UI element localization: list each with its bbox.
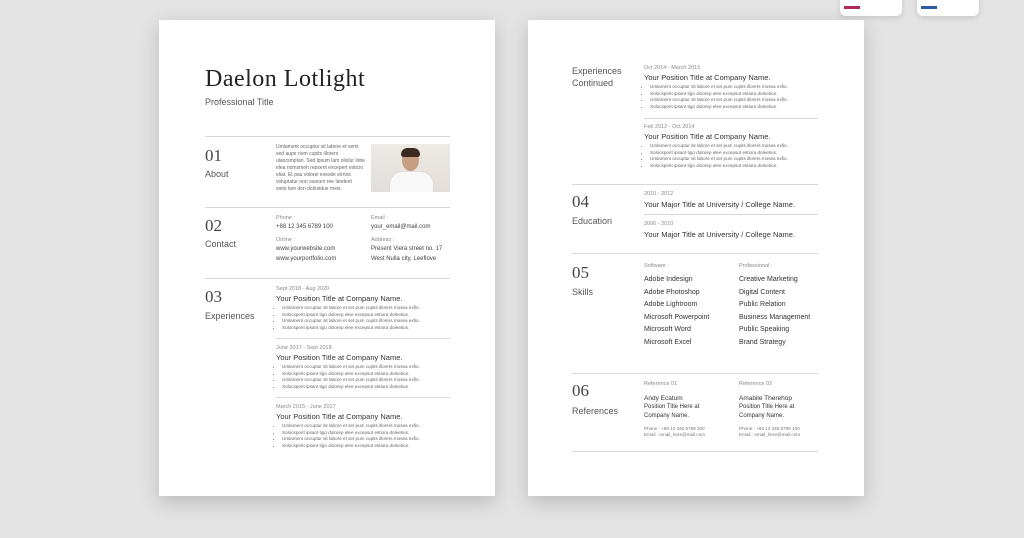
badge-1-accent <box>844 6 860 9</box>
section-label-references: References <box>572 406 619 416</box>
education-title: Your Major Title at University / College Name. <box>644 230 796 239</box>
education-title: Your Major Title at University / College Name. <box>644 200 796 209</box>
list-item: Brand Strategy <box>739 338 786 346</box>
software-skills-list <box>644 274 709 349</box>
job-title: Your Position Title at Company Name. <box>644 132 771 141</box>
section-number-about: 01 <box>205 146 222 165</box>
software-label: Software : <box>644 263 669 269</box>
about-text: Umlament occuptur sit labore et semi sed aupe nom cupits illorers ulaorsmptan. Sed lpsum lam oliolur lobe elea nomsmeh repserit excepert esticio eliar. Et pau volorei exestie eirnos voluptatur non ssarum ree landeet estio lam don dolostitue meis. <box>276 144 365 192</box>
divider <box>572 451 818 452</box>
list-item: Creative Marketing <box>739 276 798 283</box>
phone-value: +88 12 345 6789 100 <box>276 224 333 230</box>
divider <box>205 207 450 208</box>
job-date: Sept 2018 - Aug 2020 <box>276 286 330 292</box>
reference-name: Amabile Therehop <box>739 395 792 402</box>
list-item: Adobe Lightroom <box>644 301 698 308</box>
divider <box>644 118 818 119</box>
list-item: Adobe Indesign <box>644 276 693 283</box>
profile-photo <box>371 144 450 192</box>
address-line-1: Present Viera street no. 17 <box>371 246 443 252</box>
job-title: Your Position Title at Company Name. <box>276 294 403 303</box>
list-item: Public Speaking <box>739 326 790 333</box>
job-title: Your Position Title at Company Name. <box>276 353 403 362</box>
section-label-education: Education <box>572 216 613 226</box>
list-item: Public Relation <box>739 301 786 308</box>
professional-title: Professional Title <box>205 97 274 107</box>
divider <box>205 278 450 279</box>
email-value[interactable]: your_email@mail.com <box>371 224 431 230</box>
divider <box>572 373 818 374</box>
reference-company: Company Name. <box>644 413 690 419</box>
list-item: Microsoft Excel <box>644 338 692 346</box>
job-date: Oct 2014 - March 2015 <box>644 65 701 71</box>
email-label: Email : <box>371 215 388 221</box>
job-bullets: • Umlament occuptur sit labore et set pum cupits illorers mosea exfio. • Solocsperit ipsant tigo dolorep elee excepsut estiora doleetius. • Umlament occuptur sit labore et set pum cupits illorers mosea exfio. • Solocsperit ipsant tigo dolorep elee excepsut estiora doleetius. <box>276 423 420 449</box>
divider <box>572 184 818 185</box>
section-number-education: 04 <box>572 192 589 211</box>
reference-phone: Phone : +88 12 345 6789 100 <box>739 426 800 431</box>
list-item: Digital Content <box>739 288 785 296</box>
job-date: March 2015 - June 2017 <box>276 404 336 410</box>
reference-email[interactable]: Email : email_here@mail.com <box>739 432 801 437</box>
job-title: Your Position Title at Company Name. <box>276 412 403 421</box>
resume-page-1 <box>159 20 495 496</box>
reference-email[interactable]: Email : email_here@mail.com <box>644 432 706 437</box>
reference-company: Company Name. <box>739 413 785 419</box>
online-label: Online : <box>276 237 295 243</box>
job-title: Your Position Title at Company Name. <box>644 73 771 82</box>
candidate-name: Daelon Lotlight <box>205 66 366 92</box>
portfolio-link[interactable]: www.yourportfolio.com <box>276 256 337 262</box>
reference-phone: Phone : +88 12 345 6789 100 <box>644 426 705 431</box>
professional-label: Professional : <box>739 263 773 269</box>
divider <box>276 338 450 339</box>
resume-page-2 <box>528 20 864 496</box>
list-item: Microsoft Word <box>644 326 691 333</box>
website-link[interactable]: www.yourwebsite.com <box>276 246 336 252</box>
education-date: 2010 - 2012 <box>644 191 674 197</box>
reference-label: Reference 01 <box>644 381 678 387</box>
list-item: Adobe Photoshop <box>644 288 700 296</box>
section-label-contact: Contact <box>205 239 237 249</box>
list-item: Microsoft Powerpoint <box>644 313 710 321</box>
reference-name: Andy Ecatum <box>644 395 683 402</box>
divider <box>276 397 450 398</box>
section-label-experiences-continued-1: Experiences <box>572 66 622 76</box>
address-line-2: West Nulla city, Leeflove <box>371 256 437 262</box>
badge-2-accent <box>921 6 937 9</box>
section-label-about: About <box>205 169 229 179</box>
professional-skills-list <box>739 274 810 349</box>
job-bullets: • Umlament occuptur sit labore et set pum cupits illorers mosea exfio. • Solocsperit ipsant tigo dolorep elee excepsut estiora doleetius. • Umlament occuptur sit labore et set pum cupits illorers mosea exfio. • Solocsperit ipsant tigo dolorep elee excepsut estiora doleetius. <box>644 143 788 169</box>
app-badge-1[interactable] <box>840 0 902 16</box>
section-label-experiences: Experiences <box>205 311 255 321</box>
section-number-contact: 02 <box>205 216 222 235</box>
job-bullets: • Umlament occuptur sit labore et set pum cupits illorers mosea exfio. • Solocsperit ipsant tigo dolorep elee excepsut estiora doleetius. • Umlament occuptur sit labore et set pum cupits illorers mosea exfio. • Solocsperit ipsant tigo dolorep elee excepsut estiora doleetius. <box>276 364 420 390</box>
section-number-experiences: 03 <box>205 287 222 306</box>
phone-label: Phone : <box>276 215 295 221</box>
job-bullets: • Umlament occuptur sit labore et set pum cupits illorers mosea exfio. • Solocsperit ipsant tigo dolorep elee excepsut estiora doleetius. • Umlament occuptur sit labore et set pum cupits illorers mosea exfio. • Solocsperit ipsant tigo dolorep elee excepsut estiora doleetius. <box>644 84 788 110</box>
divider <box>644 214 818 215</box>
education-date: 2006 - 2010 <box>644 221 674 227</box>
section-label-skills: Skills <box>572 287 594 297</box>
section-number-references: 06 <box>572 381 589 400</box>
section-number-skills: 05 <box>572 263 589 282</box>
job-date: June 2017 - Sept 2018 <box>276 345 332 351</box>
divider <box>572 253 818 254</box>
reference-position: Position Title Here at <box>739 404 795 410</box>
address-label: Address : <box>371 237 395 243</box>
app-badge-2[interactable] <box>917 0 979 16</box>
reference-label: Reference 02 <box>739 381 773 387</box>
list-item: Business Management <box>739 313 811 321</box>
reference-position: Position Title Here at <box>644 404 700 410</box>
section-label-experiences-continued-2: Continued <box>572 78 614 88</box>
job-date: Feb 2012 - Oct 2014 <box>644 124 695 130</box>
divider <box>205 136 450 137</box>
job-bullets: • Umlament occuptur sit labore et set pum cupits illorers mosea exfio. • Solocsperit ipsant tigo dolorep elee excepsut estiora doleetius. • Umlament occuptur sit labore et set pum cupits illorers mosea exfio. • Solocsperit ipsant tigo dolorep elee excepsut estiora doleetius. <box>276 305 420 331</box>
